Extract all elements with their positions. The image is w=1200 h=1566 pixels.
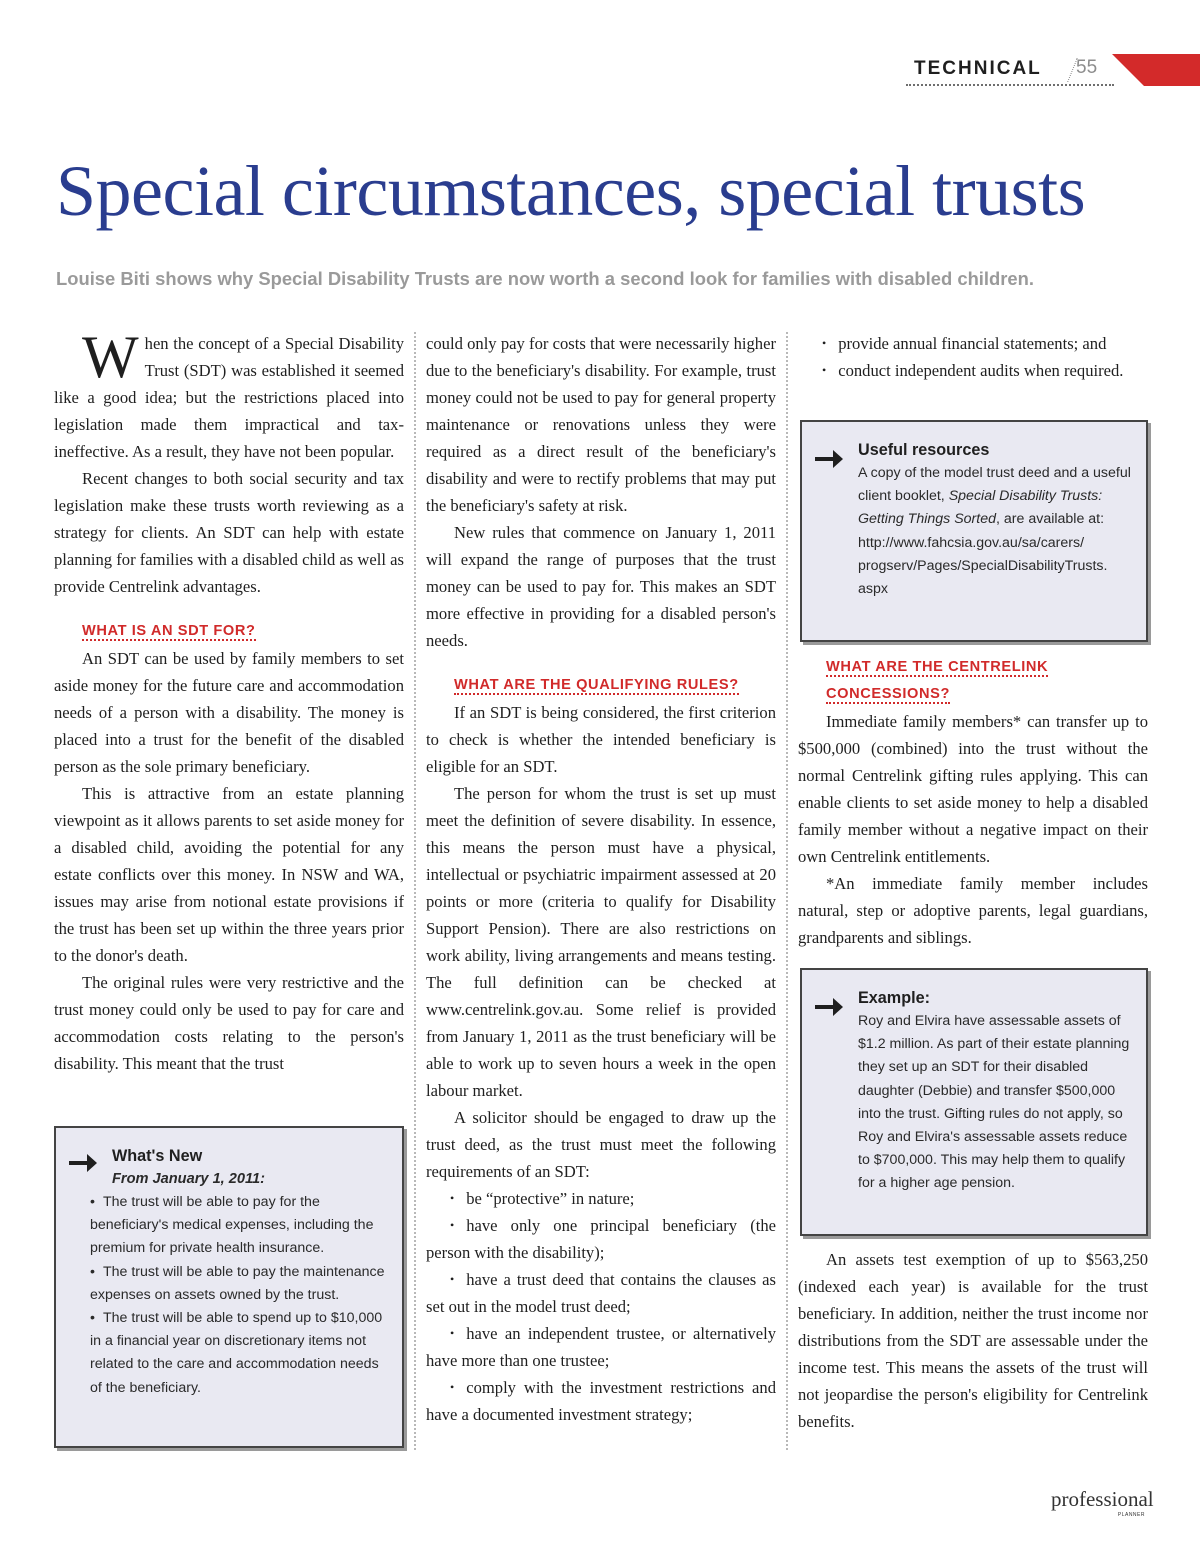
box-title: Example: [858, 989, 930, 1007]
booklet-title: Special Disability Trusts: Getting Things Sorted [858, 488, 1103, 528]
body-paragraph: could only pay for costs that were necessarily higher due to the beneficiary's disability. For example, trust money could not be used to pay for general property maintenance or renovations unless they were required as a direct result of the beneficiary's disability and were to rectify problems that may put the beneficiary's safety at risk. [426, 334, 776, 515]
list-item: • have a trust deed that contains the clauses as set out in the model trust deed; [426, 1266, 776, 1320]
section-heading [54, 618, 256, 645]
resource-url[interactable]: aspx [858, 581, 888, 598]
box-body: Roy and Elvira have assessable assets of $1.2 million. As part of their estate planning they set up an SDT for their disabled daughter (Debbie) and transfer $500,000 into the trust. Gifting rules do not apply, so Roy and Elvira's assessable assets reduce to $700,000. This may help them to qualify for a higher age pension. [858, 1013, 1130, 1192]
whats-new-list [90, 1191, 388, 1400]
logo-wordmark: professional [1051, 1487, 1154, 1511]
box-title: Useful resources [858, 441, 990, 459]
column-3-bottom [798, 1246, 1148, 1435]
column-2 [426, 330, 776, 1428]
article-standfirst: Louise Biti shows why Special Disability Trusts are now worth a second look for families with disabled children. [56, 268, 1034, 289]
section-heading-text: WHAT ARE THE QUALIFYING RULES? [454, 677, 739, 693]
body-paragraph: The person for whom the trust is set up must meet the definition of severe disability. In essence, this means the person must have a physical, intellectual or psychiatric impairment assessed at 20 points or more (criteria to qualify for Disability Support Pension). There are also restrictions on work ability, living arrangements and means testing. The full definition can be checked at www.centrelink.gov.au. Some relief is provided from January 1, 2011 as the trust beneficiary will be able to work up to seven hours a week in the open labour market. [426, 784, 776, 1100]
body-paragraph: If an SDT is being considered, the first criterion to check is whether the intended beneficiary is eligible for an SDT. [426, 703, 776, 776]
box-title: What's New [112, 1147, 203, 1165]
resource-url[interactable]: progserv/Pages/SpecialDisabilityTrusts. [858, 557, 1108, 574]
list-item: • be “protective” in nature; [426, 1185, 776, 1212]
resources-text: A copy of the model trust deed and a useful client booklet, [858, 465, 1131, 505]
body-paragraph: New rules that commence on January 1, 2011 will expand the range of purposes that the trust money can be used to pay for. This makes an SDT more effective in providing for a disabled person's needs. [426, 523, 776, 650]
body-paragraph: An SDT can be used by family members to set aside money for the future care and accommodation needs of a person with a disability. The money is placed into a trust for the benefit of the disabled person as the sole primary beneficiary. [54, 649, 404, 776]
section-heading [798, 654, 1148, 708]
useful-resources-box [800, 420, 1148, 642]
whats-new-box [54, 1126, 404, 1448]
column-3-lower [798, 654, 1148, 951]
page-number: 55 [1076, 57, 1098, 78]
header-divider [1057, 58, 1078, 82]
body-paragraph: A solicitor should be engaged to draw up the trust deed, as the trust must meet the following requirements of an SDT: [426, 1108, 776, 1181]
section-heading-text: WHAT IS AN SDT FOR? [82, 623, 256, 639]
list-item: • The trust will be able to pay the maintenance expenses on assets owned by the trust. [90, 1261, 388, 1307]
list-item: • provide annual financial statements; and [798, 330, 1148, 357]
article-title: Special circumstances, special trusts [56, 151, 1086, 231]
body-paragraph: An assets test exemption of up to $563,250 (indexed each year) is available for the trust beneficiary. In addition, neither the trust income nor distributions from the SDT are assessable under the income test. This means the assets of the trust will not jeopardise the person's eligibility for Centrelink benefits. [798, 1250, 1148, 1431]
box-body [858, 462, 1138, 601]
box-subtitle: From January 1, 2011: [112, 1171, 266, 1187]
requirements-list [426, 1185, 776, 1428]
column-divider [414, 332, 416, 1450]
section-header [906, 52, 1200, 86]
list-item: • The trust will be able to pay for the beneficiary's medical expenses, including the premium for private health insurance. [90, 1191, 388, 1261]
body-paragraph: This is attractive from an estate planning viewpoint as it allows parents to set aside money for a disabled child, avoiding the potential for any estate conflicts over this money. In NSW and WA, issues may arise from notional estate provisions if the trust has been set up within the three years prior to the donor's death. [54, 784, 404, 965]
section-label: TECHNICAL [914, 58, 1042, 79]
section-heading-text: CONCESSIONS? [826, 686, 950, 702]
section-heading-text: WHAT ARE THE CENTRELINK [826, 659, 1049, 675]
arrow-right-icon [814, 996, 844, 1018]
intro-paragraph [54, 324, 404, 465]
intro-text: hen the concept of a Special Disability Trust (SDT) was established it seemed like a good idea; but the restrictions placed into legislation made them impractical and tax-ineffective. As a result, they have not been popular. [54, 334, 404, 461]
list-item: • comply with the investment restrictions and have a documented investment strategy; [426, 1374, 776, 1428]
body-paragraph: Immediate family members* can transfer up to $500,000 (combined) into the trust without the normal Centrelink gifting rules applying. This can enable clients to set aside money to help a disabled family member without a negative impact on their own Centrelink entitlements. [798, 712, 1148, 866]
body-paragraph: *An immediate family member includes natural, step or adoptive parents, legal guardians, grandparents and siblings. [798, 874, 1148, 947]
list-item: • have only one principal beneficiary (the person with the disability); [426, 1212, 776, 1266]
body-paragraph: Recent changes to both social security and tax legislation make these trusts worth reviewing as a strategy for clients. An SDT can help with estate planning for families with a disabled child as well as provide Centrelink advantages. [54, 469, 404, 596]
header-dotted-rule [906, 84, 1114, 86]
column-divider [786, 332, 788, 1450]
example-box [800, 968, 1148, 1236]
drop-cap: W [82, 324, 139, 390]
resource-url[interactable]: http://www.fahcsia.gov.au/sa/carers/ [858, 534, 1085, 551]
resources-text: , are available at: [996, 511, 1105, 528]
list-item: • conduct independent audits when required. [798, 357, 1148, 384]
arrow-right-icon [814, 448, 844, 470]
column-1 [54, 324, 404, 1077]
requirements-list-continued [798, 330, 1148, 384]
section-heading [426, 672, 739, 699]
logo-subtitle: PLANNER [1117, 1512, 1145, 1518]
body-paragraph: The original rules were very restrictive and the trust money could only be used to pay for care and accommodation costs relating to the person's disability. This meant that the trust [54, 973, 404, 1073]
publication-logo [1051, 1487, 1154, 1521]
list-item: • The trust will be able to spend up to $10,000 in a financial year on discretionary items not related to the care and accommodation needs of the beneficiary. [90, 1307, 388, 1400]
red-corner-tab [1112, 54, 1200, 86]
list-item: • have an independent trustee, or alternatively have more than one trustee; [426, 1320, 776, 1374]
column-3 [798, 330, 1148, 384]
